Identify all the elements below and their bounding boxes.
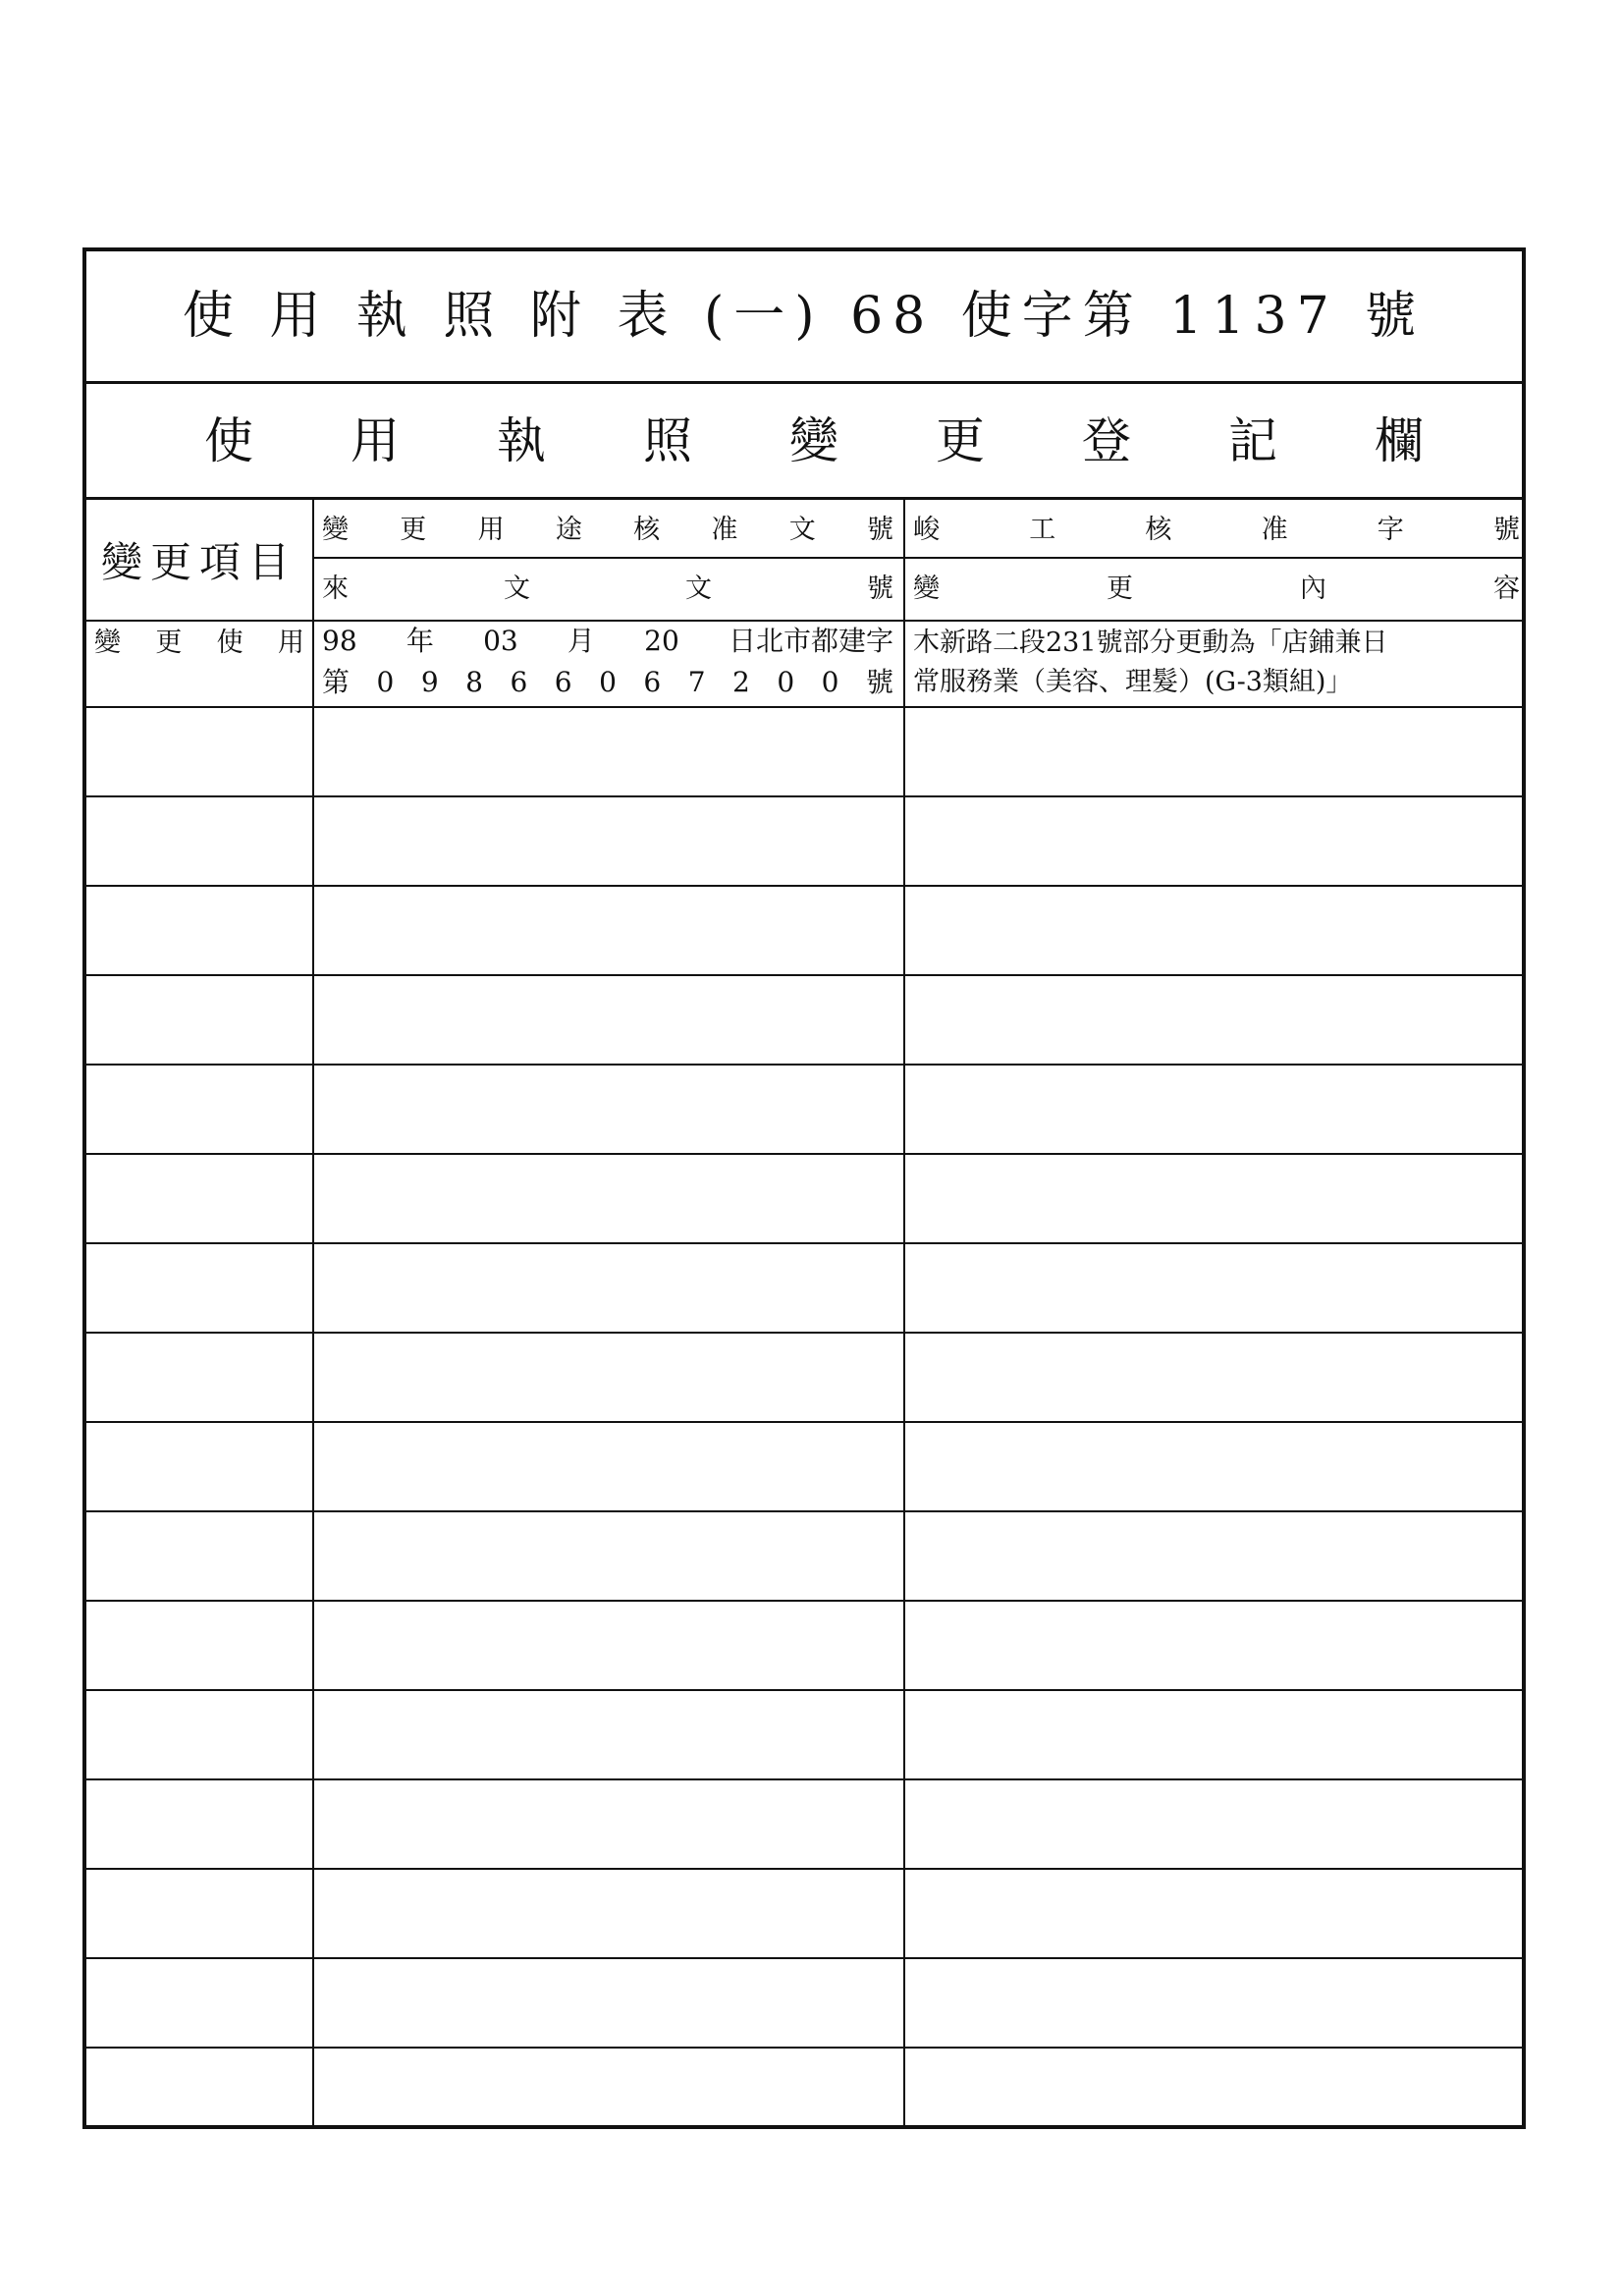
row-divider — [86, 795, 1522, 797]
column-divider — [312, 500, 314, 2125]
entry-char: 更 — [155, 627, 183, 658]
header-char: 容 — [1493, 573, 1520, 604]
header-char: 峻 — [913, 514, 940, 545]
entry-change-item — [92, 626, 306, 659]
subtitle-char: 欄 — [1375, 411, 1424, 469]
subtitle-char: 記 — [1228, 411, 1277, 469]
header-char: 號 — [866, 514, 893, 545]
column-divider — [903, 500, 905, 2125]
subtitle-char: 照 — [643, 411, 692, 469]
header-char: 號 — [867, 573, 893, 604]
entry-token: 號 — [865, 666, 893, 698]
subtitle-char: 更 — [936, 411, 985, 469]
entry-token: 2 — [732, 666, 750, 698]
entry-char: 用 — [277, 627, 304, 658]
header-char: 變 — [322, 514, 349, 545]
entry-token: 月 — [567, 625, 595, 657]
form-title: 使 用 執 照 附 表 (一) 68 使字第 1137 號 — [182, 287, 1427, 346]
row-divider — [86, 2047, 1522, 2049]
entry-token: 日北市都建字 — [728, 625, 893, 657]
header-char: 核 — [633, 514, 661, 545]
row-divider — [86, 1778, 1522, 1780]
header-inner-divider — [312, 557, 1522, 559]
entry-char: 變 — [94, 627, 121, 658]
header-char: 文 — [685, 573, 712, 604]
header-approval-doc-no — [318, 504, 897, 555]
row-divider — [86, 1600, 1522, 1602]
entry-token: 98 — [322, 625, 357, 657]
header-char: 准 — [1261, 514, 1288, 545]
license-form — [82, 247, 1526, 2129]
header-char: 文 — [504, 573, 530, 604]
subtitle-char: 登 — [1082, 411, 1131, 469]
entry-token: 8 — [465, 666, 483, 698]
form-subtitle-row — [86, 384, 1522, 500]
entry-token: 6 — [554, 666, 572, 698]
header-change-item: 變更項目 — [100, 538, 297, 586]
entry-token: 0 — [821, 666, 839, 698]
entry-token: 20 — [644, 625, 679, 657]
header-char: 更 — [1107, 573, 1133, 604]
header-char: 更 — [400, 514, 427, 545]
header-char: 字 — [1377, 514, 1404, 545]
row-divider — [86, 1510, 1522, 1512]
subtitle-char: 變 — [789, 411, 838, 469]
entry-char: 使 — [216, 627, 243, 658]
header-char: 用 — [477, 514, 505, 545]
header-bottom-divider — [86, 620, 1522, 622]
row-divider — [86, 974, 1522, 976]
header-incoming-doc-no — [318, 561, 897, 616]
row-divider — [86, 1421, 1522, 1423]
entry-content-line-2: 常服務業（美容、理髮）(G-3類組)」 — [913, 667, 1353, 697]
row-divider — [86, 706, 1522, 708]
row-divider — [86, 1957, 1522, 1959]
entry-content-line-1: 木新路二段231號部分更動為「店鋪兼日 — [913, 628, 1388, 658]
change-register-table — [86, 500, 1522, 2125]
row-divider — [86, 1153, 1522, 1155]
entry-token: 03 — [483, 625, 518, 657]
row-divider — [86, 1332, 1522, 1334]
row-divider — [86, 1689, 1522, 1691]
entry-token: 9 — [420, 666, 439, 698]
entry-token: 第 — [322, 666, 351, 698]
row-divider — [86, 1868, 1522, 1870]
row-divider — [86, 1242, 1522, 1244]
subtitle-char: 用 — [351, 411, 400, 469]
entry-token: 0 — [599, 666, 617, 698]
header-char: 核 — [1145, 514, 1172, 545]
header-char: 工 — [1029, 514, 1056, 545]
header-char: 號 — [1492, 514, 1520, 545]
entry-doc-line-1 — [318, 625, 897, 661]
entry-token: 0 — [376, 666, 395, 698]
subtitle-char: 執 — [497, 411, 546, 469]
entry-token: 年 — [405, 625, 434, 657]
form-title-row — [86, 251, 1522, 384]
header-char: 文 — [788, 514, 816, 545]
entry-token: 6 — [510, 666, 528, 698]
header-change-content — [909, 561, 1524, 616]
subtitle-char: 使 — [204, 411, 253, 469]
row-divider — [86, 885, 1522, 887]
header-char: 來 — [322, 573, 349, 604]
header-char: 內 — [1300, 573, 1326, 604]
row-divider — [86, 1064, 1522, 1066]
header-char: 變 — [913, 573, 940, 604]
entry-token: 0 — [777, 666, 795, 698]
header-char: 准 — [711, 514, 738, 545]
entry-doc-line-2 — [318, 666, 897, 702]
header-char: 途 — [555, 514, 582, 545]
entry-token: 7 — [687, 666, 706, 698]
entry-token: 6 — [643, 666, 662, 698]
header-completion-approval-no — [909, 504, 1524, 555]
